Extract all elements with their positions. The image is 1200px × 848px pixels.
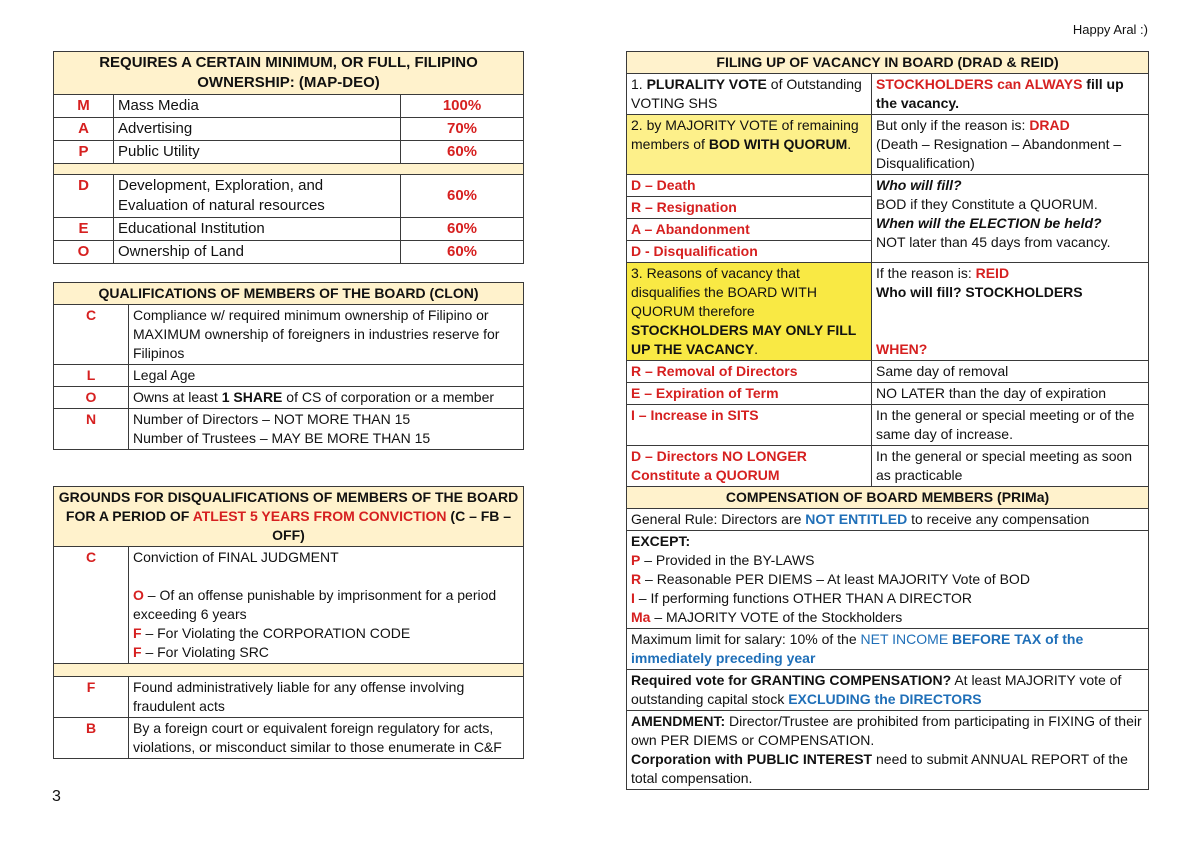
table-row bbox=[54, 118, 524, 141]
table-row bbox=[627, 383, 1149, 405]
row-letter: L bbox=[54, 365, 129, 387]
row-letter: N bbox=[54, 409, 129, 450]
row-letter: C bbox=[54, 547, 129, 664]
row-letter: E bbox=[54, 218, 114, 241]
list-item: P – Provided in the BY-LAWS bbox=[631, 552, 815, 568]
table-row bbox=[54, 241, 524, 264]
row-letter: P bbox=[54, 141, 114, 164]
table-row bbox=[627, 175, 1149, 263]
disqualifications-table bbox=[53, 486, 524, 759]
row-letter: O bbox=[54, 241, 114, 264]
drad-item: A – Abandonment bbox=[627, 219, 871, 241]
row-text: Owns at least 1 SHARE of CS of corporation or a member bbox=[129, 387, 524, 409]
ownership-title: REQUIRES A CERTAIN MINIMUM, OR FULL, FILIPINO OWNERSHIP: (MAP-DEO) bbox=[54, 52, 524, 95]
row-percent: 70% bbox=[401, 118, 524, 141]
row-letter: O bbox=[54, 387, 129, 409]
table-row bbox=[627, 531, 1149, 629]
table-row bbox=[54, 218, 524, 241]
row-text: By a foreign court or equivalent foreign regulatory for acts, violations, or misconduct similar to those enumerate in C&F bbox=[129, 718, 524, 759]
reid-text: NO LATER than the day of expiration bbox=[872, 383, 1149, 405]
vacancy-table bbox=[626, 51, 1149, 487]
row-letter: M bbox=[54, 95, 114, 118]
vacancy-method: 3. Reasons of vacancy that disqualifies the BOARD WITH QUORUM therefore STOCKHOLDERS MAY ONLY FILL UP THE VACANCY. bbox=[627, 263, 872, 361]
vacancy-rule: But only if the reason is: DRAD (Death – Resignation – Abandonment – Disqualification) bbox=[872, 115, 1149, 175]
table-row bbox=[627, 509, 1149, 531]
reid-label: I – Increase in SITS bbox=[627, 405, 872, 446]
disqualifications-title: GROUNDS FOR DISQUALIFICATIONS OF MEMBERS OF THE BOARD FOR A PERIOD OF ATLEST 5 YEARS FROM CONVICTION (C – FB – OFF) bbox=[54, 487, 524, 547]
vacancy-rule: STOCKHOLDERS can ALWAYS fill up the vacancy. bbox=[872, 74, 1149, 115]
row-percent: 60% bbox=[401, 218, 524, 241]
compensation-table bbox=[626, 486, 1149, 790]
table-row bbox=[54, 141, 524, 164]
vacancy-method: 2. by MAJORITY VOTE of remaining members of BOD WITH QUORUM. bbox=[627, 115, 872, 175]
required-vote: Required vote for GRANTING COMPENSATION? At least MAJORITY vote of outstanding capital stock EXCLUDING the DIRECTORS bbox=[627, 670, 1149, 711]
row-letter: D bbox=[54, 175, 114, 218]
table-row bbox=[54, 547, 524, 664]
drad-list bbox=[627, 175, 872, 263]
drad-item: R – Resignation bbox=[627, 197, 871, 219]
row-text: Public Utility bbox=[114, 141, 401, 164]
table-row bbox=[54, 365, 524, 387]
table-row bbox=[627, 263, 1149, 361]
table-row bbox=[54, 95, 524, 118]
table-row bbox=[627, 74, 1149, 115]
compensation-title: COMPENSATION OF BOARD MEMBERS (PRIMa) bbox=[627, 487, 1149, 509]
reid-label: R – Removal of Directors bbox=[627, 361, 872, 383]
table-row bbox=[627, 670, 1149, 711]
row-text: Number of Directors – NOT MORE THAN 15 Number of Trustees – MAY BE MORE THAN 15 bbox=[129, 409, 524, 450]
row-letter: C bbox=[54, 305, 129, 365]
row-percent: 60% bbox=[401, 175, 524, 218]
reid-text: Same day of removal bbox=[872, 361, 1149, 383]
reid-label: E – Expiration of Term bbox=[627, 383, 872, 405]
table-row bbox=[627, 446, 1149, 487]
row-letter: A bbox=[54, 118, 114, 141]
row-text: Advertising bbox=[114, 118, 401, 141]
page-number: 3 bbox=[52, 788, 61, 805]
table-row bbox=[54, 175, 524, 218]
vacancy-method: 1. PLURALITY VOTE of Outstanding VOTING SHS bbox=[627, 74, 872, 115]
drad-item: D - Disqualification bbox=[631, 243, 758, 259]
amendment: AMENDMENT: Director/Trustee are prohibited from participating in FIXING of their own PER DIEMS or COMPENSATION. Corporation with PUBLIC INTEREST need to submit ANNUAL REPORT of the total compensation. bbox=[627, 711, 1149, 790]
table-row bbox=[54, 718, 524, 759]
row-text: Development, Exploration, and Evaluation of natural resources bbox=[114, 175, 401, 218]
row-text: Educational Institution bbox=[114, 218, 401, 241]
list-item: I – If performing functions OTHER THAN A DIRECTOR bbox=[631, 590, 973, 606]
row-letter: F bbox=[54, 677, 129, 718]
table-row bbox=[54, 409, 524, 450]
vacancy-rule: If the reason is: REID Who will fill? STOCKHOLDERS WHEN? bbox=[872, 263, 1149, 361]
row-percent: 60% bbox=[401, 141, 524, 164]
row-percent: 100% bbox=[401, 95, 524, 118]
reid-label: D – Directors NO LONGER Constitute a QUORUM bbox=[627, 446, 872, 487]
table-divider bbox=[54, 664, 524, 677]
row-text: Compliance w/ required minimum ownership of Filipino or MAXIMUM ownership of foreigners in industries reserve for Filipinos bbox=[129, 305, 524, 365]
list-item: R – Reasonable PER DIEMS – At least MAJORITY Vote of BOD bbox=[631, 571, 1030, 587]
row-percent: 60% bbox=[401, 241, 524, 264]
general-rule: General Rule: Directors are NOT ENTITLED to receive any compensation bbox=[627, 509, 1149, 531]
table-row bbox=[627, 711, 1149, 790]
qualifications-table bbox=[53, 282, 524, 450]
ownership-table bbox=[53, 51, 524, 264]
header-note: Happy Aral :) bbox=[1072, 22, 1148, 37]
row-text: Ownership of Land bbox=[114, 241, 401, 264]
row-text: Conviction of FINAL JUDGMENT O – Of an offense punishable by imprisonment for a period exceeding 6 years F – For Violating the CORPORATION CODE F – For Violating SRC bbox=[129, 547, 524, 664]
row-text: Legal Age bbox=[129, 365, 524, 387]
reid-text: In the general or special meeting as soon as practicable bbox=[872, 446, 1149, 487]
table-row bbox=[627, 405, 1149, 446]
drad-item: D – Death bbox=[627, 175, 871, 197]
max-salary: Maximum limit for salary: 10% of the NET INCOME BEFORE TAX of the immediately preceding year bbox=[627, 629, 1149, 670]
table-row bbox=[54, 387, 524, 409]
table-row bbox=[54, 305, 524, 365]
table-row bbox=[627, 115, 1149, 175]
row-letter: B bbox=[54, 718, 129, 759]
vacancy-title: FILING UP OF VACANCY IN BOARD (DRAD & REID) bbox=[627, 52, 1149, 74]
table-row bbox=[627, 629, 1149, 670]
row-text: Mass Media bbox=[114, 95, 401, 118]
exceptions: EXCEPT: P – Provided in the BY-LAWS R – Reasonable PER DIEMS – At least MAJORITY Vote of BOD I – If performing functions OTHER THAN A DIRECTOR Ma – MAJORITY VOTE of the Stockholders bbox=[627, 531, 1149, 629]
table-row bbox=[627, 361, 1149, 383]
table-row bbox=[54, 677, 524, 718]
drad-detail: Who will fill? BOD if they Constitute a QUORUM. When will the ELECTION be held? NOT later than 45 days from vacancy. bbox=[872, 175, 1149, 263]
reid-text: In the general or special meeting or of the same day of increase. bbox=[872, 405, 1149, 446]
qualifications-title: QUALIFICATIONS OF MEMBERS OF THE BOARD (CLON) bbox=[54, 283, 524, 305]
list-item: Ma – MAJORITY VOTE of the Stockholders bbox=[631, 609, 903, 625]
row-text: Found administratively liable for any offense involving fraudulent acts bbox=[129, 677, 524, 718]
table-divider bbox=[54, 164, 524, 175]
